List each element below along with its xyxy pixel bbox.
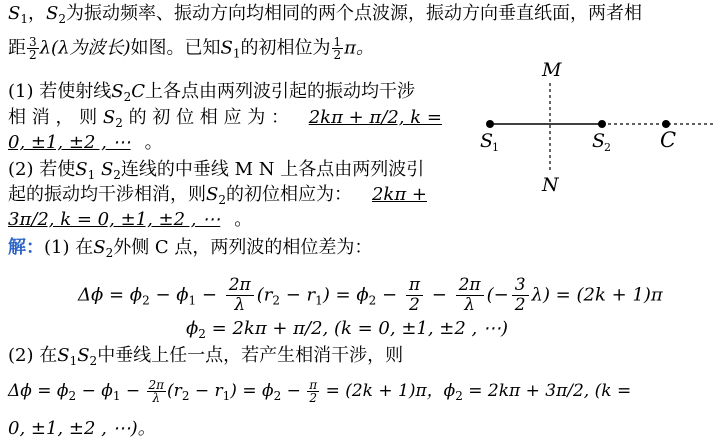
eq-part: −: [286, 381, 301, 401]
intro-text-a: 为振动频率、振动方向均相同的两个点波源，振动方向垂直纸面，两者相: [65, 3, 642, 24]
symbol-s2: S: [100, 159, 114, 180]
eq-sub: 1: [315, 293, 323, 308]
symbol-s1-sub: 1: [232, 46, 241, 61]
equation-3-continued: [8, 416, 156, 442]
frac-num: π: [406, 276, 423, 296]
fraction-three-halves: [27, 36, 39, 61]
symbol-s2-sub: 2: [113, 168, 121, 182]
q2-answer-part-b: 3π/2, k = 0, ±1, ±2 , ⋯: [8, 209, 221, 230]
symbol-s2: S: [93, 237, 106, 258]
fraction-pi-over-2: [307, 379, 319, 404]
eq-sub: 2: [68, 389, 77, 403]
eq-part: − ϕ: [155, 284, 189, 306]
source-s2-dot: [598, 120, 606, 128]
question-2-line-3: [8, 208, 252, 232]
fraction-2pi-over-lambda: [456, 276, 484, 315]
symbol-s1-sub: 1: [20, 12, 28, 26]
eq-part: ) = ϕ: [230, 381, 274, 401]
eq-part: ϕ: [186, 318, 199, 339]
eq-sub: 1: [188, 293, 197, 308]
eq-sub: 2: [273, 389, 282, 403]
q1-answer-part-b: 0, ±1, ±2 , ⋯: [8, 132, 131, 153]
symbol-s2: S: [206, 184, 219, 205]
eq-part: λ) = (2k + 1)π: [531, 284, 663, 306]
symbol-s1: S: [220, 37, 233, 59]
solution-p1: (1) 在: [44, 237, 94, 258]
q1-line2: 相 消 ， 则: [8, 107, 98, 128]
eq-part: 0, ±1, ±2 , ⋯)。: [8, 418, 156, 439]
fraction-2pi-over-lambda: [147, 379, 167, 404]
lambda-part: λ(λ为波长): [39, 37, 131, 59]
question-1-line-3: [8, 131, 163, 155]
frac-den: 2: [409, 295, 420, 315]
solution-line-2: [8, 344, 403, 373]
eq-part: −: [201, 284, 217, 306]
frac-den: λ: [464, 295, 475, 315]
equation-2: [186, 316, 508, 347]
symbol-s2-sub: 2: [123, 90, 132, 104]
label-s2-sub: 2: [604, 141, 611, 154]
q1-end: 。: [144, 132, 163, 153]
symbol-s1-sub: 1: [69, 354, 78, 368]
fraction-pi-over-2: [406, 276, 423, 315]
label-s1: S: [480, 130, 494, 152]
eq-part: Δϕ = ϕ: [8, 381, 69, 401]
source-s1-dot: [486, 120, 494, 128]
wave-source-diagram: [470, 55, 720, 200]
intro-line-2: [8, 36, 374, 66]
symbol-s1: S: [57, 345, 70, 366]
q1-prefix: (1) 若使射线: [8, 81, 112, 102]
eq-sub: 2: [272, 293, 281, 308]
solution-p1b: 外侧 C 点，两列波的相位差为：: [113, 237, 373, 258]
symbol-s1-sub: 1: [87, 168, 96, 182]
eq-part: −: [431, 284, 447, 306]
symbol-s2-sub: 2: [218, 193, 226, 207]
label-c: C: [660, 128, 677, 152]
symbol-s1: S: [8, 3, 21, 24]
frac-den: λ: [234, 295, 246, 315]
eq-part: = 2kπ + π/2, (k = 0, ±1, ±2 , ⋯): [211, 318, 509, 339]
q2-line2: 起的振动均干涉相消，则: [8, 184, 206, 205]
frac-den: 2: [333, 48, 342, 62]
q2-end: 。: [234, 209, 253, 230]
frac-den: λ: [152, 391, 161, 405]
eq-part: − ϕ: [81, 381, 113, 401]
point-c-dot: [662, 120, 670, 128]
frac-num: 2π: [226, 276, 254, 296]
symbol-s1: S: [75, 159, 88, 180]
symbol-s2: S: [77, 345, 90, 366]
question-1-line-1: [8, 80, 415, 109]
q1-text: 上各点由两列波引起的振动均干涉: [144, 81, 415, 102]
fraction-2pi-over-lambda: [226, 276, 254, 315]
label-n: N: [542, 174, 559, 196]
eq-sub: 2: [455, 389, 463, 403]
q2-text: 连线的中垂线 M N 上各点由两列波引: [120, 159, 425, 180]
frac-num: π: [309, 378, 318, 392]
label-m: M: [542, 59, 562, 81]
frac-den: 2: [514, 295, 526, 315]
q2-prefix: (2) 若使: [8, 159, 76, 180]
frac-den: 2: [29, 48, 37, 62]
eq-part: ) = ϕ: [322, 284, 369, 306]
eq-part: = (2k + 1)π，ϕ: [325, 381, 456, 401]
eq-sub: 2: [181, 389, 190, 403]
frac-num: 1: [333, 35, 342, 49]
q2-line2b: 的初位相应为：: [225, 184, 352, 205]
eq-sub: 1: [222, 389, 231, 403]
eq-sub: 2: [368, 293, 377, 308]
eq-part: −: [382, 284, 398, 306]
eq-part: − r: [194, 381, 223, 401]
symbol-c: C: [131, 81, 145, 102]
eq-part: (r: [167, 381, 182, 401]
eq-sub: 2: [142, 293, 150, 308]
eq-sub: 2: [198, 327, 206, 341]
pi-end: π。: [344, 37, 374, 59]
eq-part: − r: [285, 284, 316, 306]
symbol-s2: S: [102, 107, 116, 128]
symbol-s2-sub: 2: [105, 246, 114, 260]
frac-num: 2π: [148, 378, 165, 392]
q1-answer-part-a: 2kπ + π/2, k =: [308, 107, 442, 128]
symbol-s2: S: [45, 3, 59, 24]
eq-part: (−: [486, 284, 509, 306]
intro-text-b1: 距: [8, 37, 26, 59]
q2-answer-part-a: 2kπ +: [371, 184, 427, 205]
intro-text-b3: 的初相位为: [240, 37, 331, 59]
symbol-s2-sub: 2: [115, 116, 123, 130]
frac-num: 3: [512, 276, 529, 296]
intro-text-b2: 如图。已知: [130, 37, 221, 59]
solution-p2b: 中垂线上任一点，若产生相消干涉，则: [97, 345, 404, 366]
frac-num: 3: [29, 35, 37, 49]
comma: ，: [27, 3, 46, 24]
solution-line-1: [8, 236, 372, 265]
solution-p2: (2) 在: [8, 345, 58, 366]
eq-part: = 2kπ + 3π/2, (k =: [468, 381, 632, 401]
eq-part: (r: [256, 284, 273, 306]
frac-num: 2π: [456, 276, 484, 296]
label-s1-sub: 1: [492, 141, 499, 154]
intro-line-1: [8, 2, 642, 31]
fraction-3-over-2: [512, 276, 529, 315]
equation-1: [78, 276, 663, 315]
symbol-s2-sub: 2: [58, 12, 66, 26]
solution-label: 解：: [8, 237, 44, 258]
eq-part: −: [125, 381, 141, 401]
equation-3: [8, 378, 631, 409]
eq-sub: 1: [112, 389, 121, 403]
symbol-s2-sub: 2: [89, 354, 98, 368]
q1-line2b: 的 初 位 相 应 为 ：: [128, 107, 289, 128]
fraction-one-half: [332, 36, 344, 61]
symbol-s2: S: [111, 81, 124, 102]
eq-part: Δϕ = ϕ: [78, 284, 143, 306]
label-s2: S: [592, 130, 606, 152]
frac-den: 2: [309, 391, 318, 405]
